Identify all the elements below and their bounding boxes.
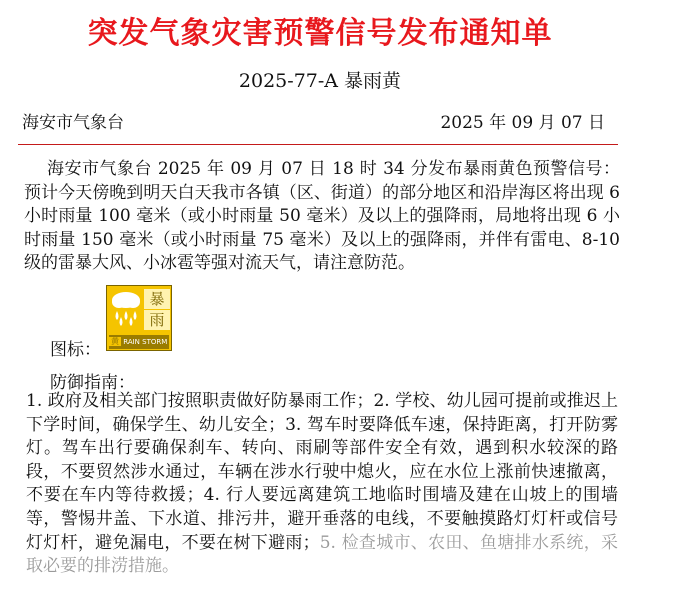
guide-text-tail: 5. 检查城市、农田、鱼塘排水系统，采取必要的排涝措施。 [26, 532, 618, 577]
icon-band-level: 黄 [111, 337, 119, 346]
document-title: 突发气象灾害预警信号发布通知单 [87, 16, 553, 51]
icon-glyph-top: 暴 [144, 289, 170, 309]
issuer: 海安市气象台 [22, 113, 124, 133]
guide-paragraph [26, 390, 618, 579]
issue-date: 2025 年 09 月 07 日 [440, 113, 605, 133]
guide-text: 1. 政府及相关部门按照职责做好防暴雨工作；2. 学校、幼儿园可提前或推迟上下学时间，确保学生、幼儿安全；3. 驾车时要降低车速，保持距离，打开防雾灯。驾车出行要确保刹车、转向、雨刷等部件安全有效，遇到积水较深的路段，不要贸然涉水通过，车辆在涉水行驶中熄火，应在水位上涨前快速撤离，不要在车内等待救援；4. 行人要远离建筑工地临时围墙及建在山坡上的围墙等，警惕井盖、下水道、排污井，避开垂落的电线，不要触摸路灯灯杆或信号灯灯杆，避免漏电，不要在树下避雨； [26, 391, 618, 553]
guide-title: 防御指南： [50, 373, 135, 393]
icon-band-text: RAIN STORM [123, 338, 168, 346]
document-code: 2025-77-A 暴雨黄 [238, 70, 402, 92]
rainstorm-warning-icon [106, 285, 172, 351]
announcement-paragraph: 海安市气象台 2025 年 09 月 07 日 18 时 34 分发布暴雨黄色预警信号：预计今天傍晚到明天白天我市各镇（区、街道）的部分地区和沿岸海区将出现 6 小时雨量 100 毫米（或小时雨量 50 毫米）及以上的强降雨，局地将出现 6 小时雨量 150 毫米（或小时雨量 75 毫米）及以上的强降雨，并伴有雷电、8-10 级的雷暴大风、小冰雹等强对流天气，请注意防范。 [24, 159, 620, 274]
icon-label: 图标： [50, 340, 101, 360]
header-divider [18, 144, 618, 145]
rain-cloud-icon [110, 289, 142, 327]
icon-glyph-bottom: 雨 [144, 310, 170, 330]
icon-band [109, 335, 169, 349]
